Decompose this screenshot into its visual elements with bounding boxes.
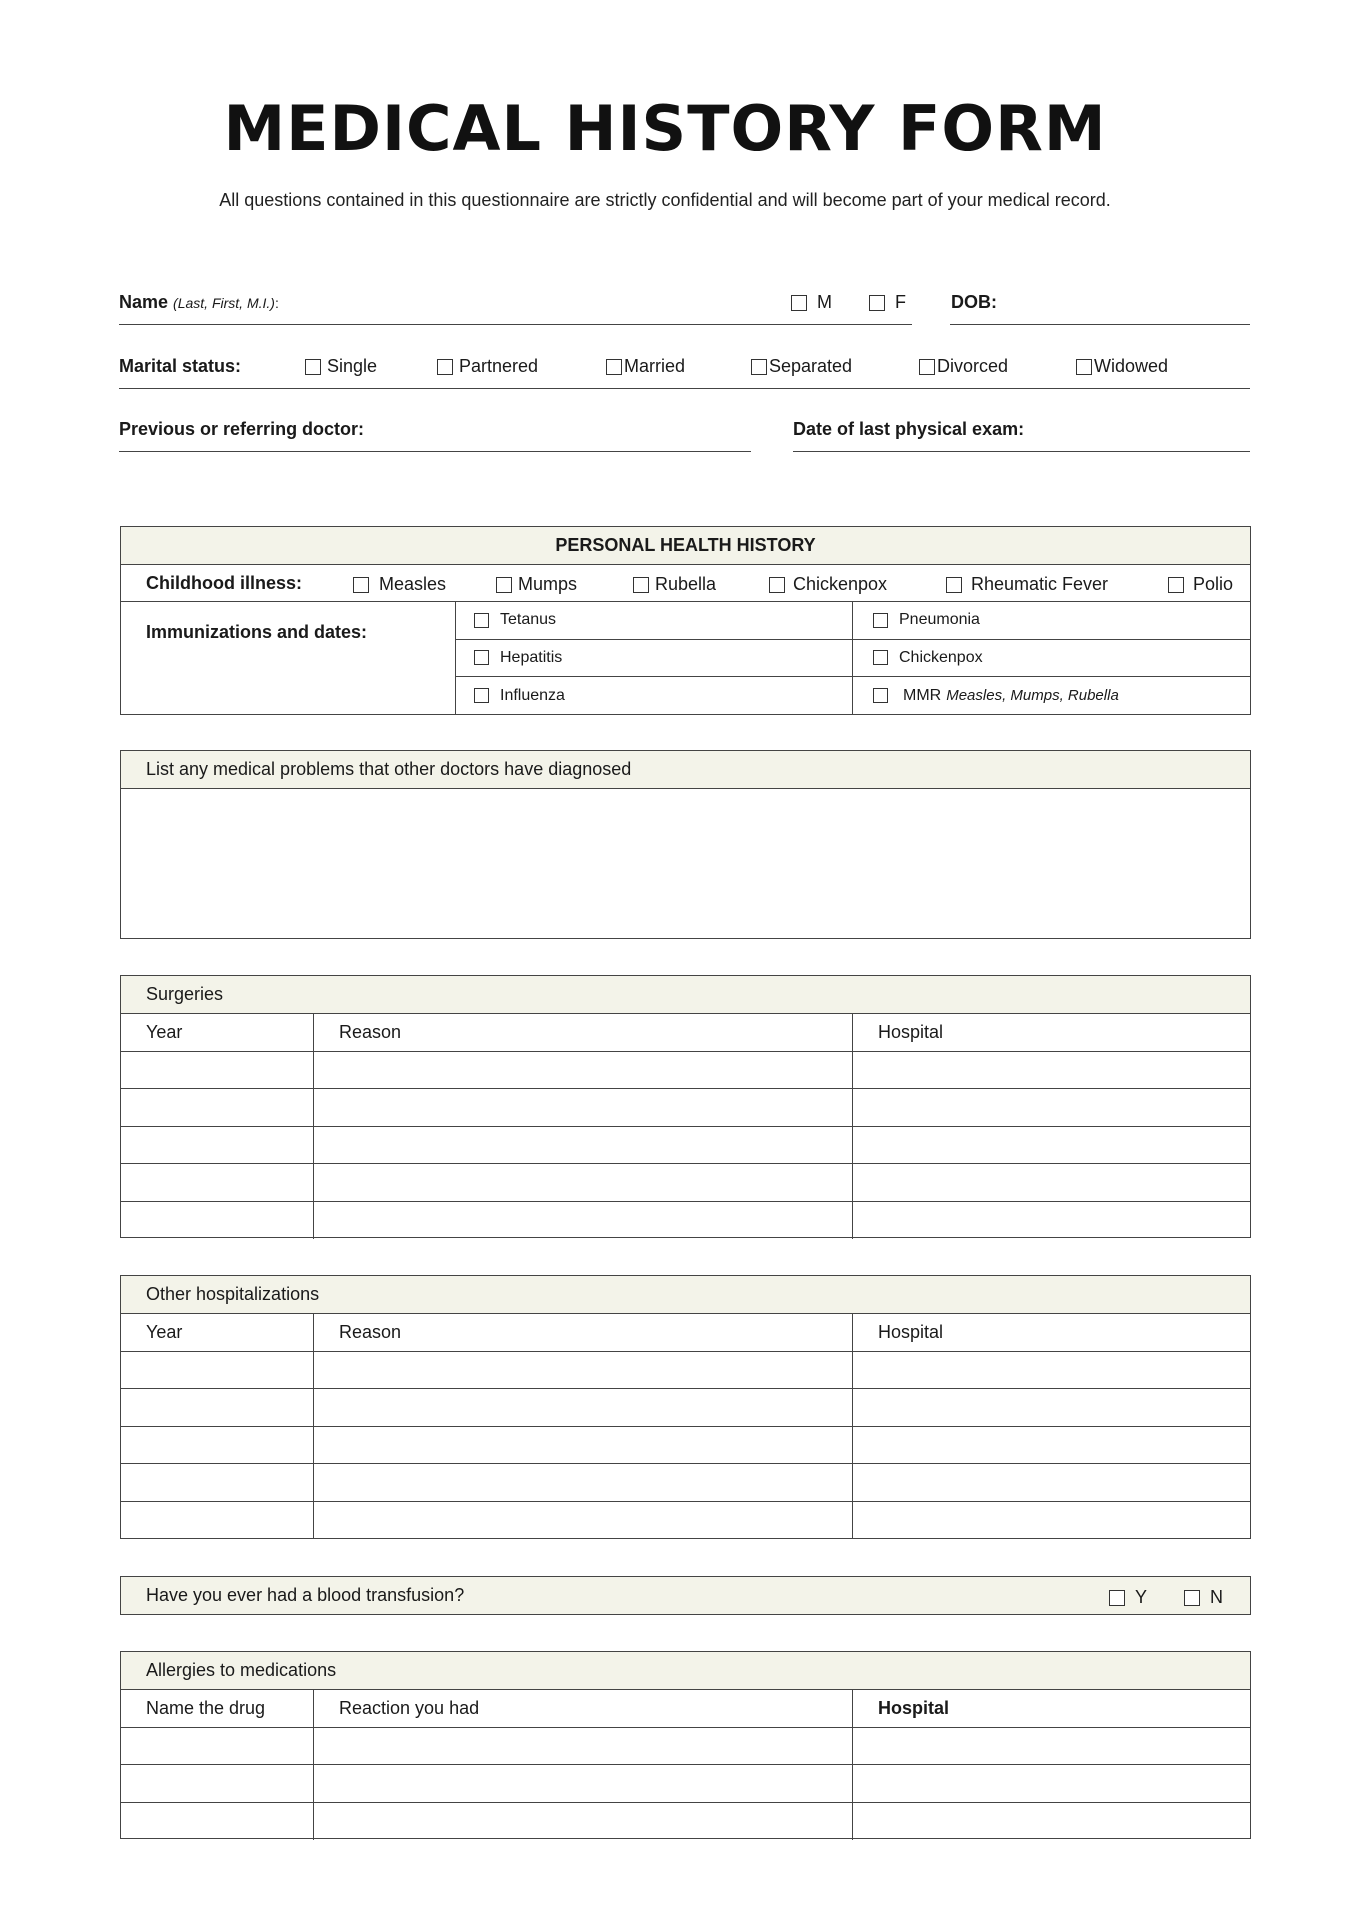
immunization-tetanus[interactable]: Tetanus	[456, 602, 852, 640]
column-header: Reason	[314, 1314, 853, 1351]
reason-cell[interactable]	[314, 1389, 853, 1426]
sex-f-checkbox[interactable]: F	[869, 292, 906, 313]
section-title: Other hospitalizations	[121, 1276, 1250, 1314]
page-title: MEDICAL HISTORY FORM	[223, 92, 1107, 165]
hospital-cell[interactable]	[853, 1464, 1250, 1501]
section-title: Allergies to medications	[121, 1652, 1250, 1690]
doctor-row	[119, 407, 1250, 457]
table-header-row	[121, 1314, 1250, 1352]
checkbox-icon[interactable]	[437, 359, 453, 375]
blood-transfusion-row	[120, 1576, 1251, 1615]
checkbox-icon[interactable]	[751, 359, 767, 375]
reason-cell[interactable]	[314, 1089, 853, 1126]
column-header: Reaction you had	[314, 1690, 853, 1727]
hospital-cell[interactable]	[853, 1164, 1250, 1201]
checkbox-icon[interactable]	[1109, 1590, 1125, 1606]
reaction-cell[interactable]	[314, 1765, 853, 1802]
reason-cell[interactable]	[314, 1464, 853, 1501]
table-header-row	[121, 1690, 1250, 1728]
marital-option-married[interactable]: Married	[606, 356, 685, 377]
name-row	[119, 280, 1250, 330]
hospital-cell[interactable]	[853, 1728, 1250, 1765]
hospital-cell[interactable]	[853, 1803, 1250, 1841]
surgeries-section	[120, 975, 1251, 1238]
checkbox-icon[interactable]	[474, 650, 489, 665]
table-row	[121, 1352, 1250, 1390]
sex-m-checkbox[interactable]: M	[791, 292, 832, 313]
column-header: Year	[121, 1014, 314, 1051]
reaction-cell[interactable]	[314, 1803, 853, 1841]
personal-health-history-section	[120, 526, 1251, 715]
checkbox-icon[interactable]	[474, 613, 489, 628]
drug-cell[interactable]	[121, 1728, 314, 1765]
childhood-measles[interactable]: Measles	[353, 574, 446, 595]
name-label: Name (Last, First, M.I.):	[119, 292, 279, 312]
marital-option-partnered[interactable]: Partnered	[437, 356, 538, 377]
checkbox-icon[interactable]	[946, 577, 962, 593]
reason-cell[interactable]	[314, 1202, 853, 1240]
last-exam-label: Date of last physical exam:	[793, 419, 1025, 439]
checkbox-icon[interactable]	[496, 577, 512, 593]
marital-status-row	[119, 344, 1250, 394]
hospital-cell[interactable]	[853, 1389, 1250, 1426]
transfusion-yes-checkbox[interactable]: Y	[1109, 1587, 1147, 1608]
reaction-cell[interactable]	[314, 1728, 853, 1765]
name-field[interactable]	[119, 324, 912, 325]
table-row	[121, 1464, 1250, 1502]
checkbox-icon[interactable]	[606, 359, 622, 375]
reason-cell[interactable]	[314, 1502, 853, 1540]
year-cell[interactable]	[121, 1427, 314, 1464]
last-exam-field[interactable]	[793, 451, 1250, 452]
table-row	[121, 1502, 1250, 1540]
hospital-cell[interactable]	[853, 1089, 1250, 1126]
immunizations-row	[121, 602, 1250, 714]
column-header: Name the drug	[121, 1690, 314, 1727]
table-row	[121, 1728, 1250, 1766]
checkbox-icon[interactable]	[873, 650, 888, 665]
marital-status-label: Marital status:	[119, 356, 242, 376]
immunization-influenza[interactable]: Influenza	[456, 677, 852, 714]
immunizations-right-column	[853, 602, 1250, 714]
column-header: Hospital	[878, 1697, 950, 1718]
year-cell[interactable]	[121, 1089, 314, 1126]
dob-label: DOB:	[951, 292, 997, 312]
table-row	[121, 1765, 1250, 1803]
marital-option-separated[interactable]: Separated	[751, 356, 852, 377]
drug-cell[interactable]	[121, 1803, 314, 1841]
referring-doctor-field[interactable]	[119, 451, 751, 452]
year-cell[interactable]	[121, 1389, 314, 1426]
immunization-chickenpox[interactable]: Chickenpox	[853, 640, 1250, 678]
section-title: PERSONAL HEALTH HISTORY	[121, 527, 1250, 565]
table-row	[121, 1427, 1250, 1465]
checkbox-icon[interactable]	[919, 359, 935, 375]
checkbox-icon[interactable]	[873, 613, 888, 628]
childhood-rheumatic-fever[interactable]: Rheumatic Fever	[946, 574, 1108, 595]
checkbox-icon[interactable]	[353, 577, 369, 593]
medical-problems-section	[120, 750, 1251, 939]
drug-cell[interactable]	[121, 1765, 314, 1802]
checkbox-icon[interactable]	[869, 295, 885, 311]
year-cell[interactable]	[121, 1164, 314, 1201]
table-row	[121, 1089, 1250, 1127]
table-row	[121, 1127, 1250, 1165]
immunizations-label: Immunizations and dates:	[121, 602, 456, 714]
table-row	[121, 1803, 1250, 1841]
childhood-chickenpox[interactable]: Chickenpox	[769, 574, 887, 595]
section-title: Surgeries	[121, 976, 1250, 1014]
section-title: List any medical problems that other doctors have diagnosed	[121, 751, 1250, 789]
childhood-illness-row	[121, 565, 1250, 602]
table-row	[121, 1389, 1250, 1427]
checkbox-icon[interactable]	[791, 295, 807, 311]
column-header: Year	[121, 1314, 314, 1351]
checkbox-icon[interactable]	[474, 688, 489, 703]
column-header: Hospital	[878, 1321, 944, 1342]
checkbox-icon[interactable]	[1076, 359, 1092, 375]
hospital-cell[interactable]	[853, 1502, 1250, 1540]
year-cell[interactable]	[121, 1352, 314, 1389]
hospital-cell[interactable]	[853, 1052, 1250, 1089]
medical-problems-field[interactable]	[121, 789, 1250, 937]
year-cell[interactable]	[121, 1202, 314, 1240]
immunization-hepatitis[interactable]: Hepatitis	[456, 640, 852, 678]
marital-option-single[interactable]: Single	[305, 356, 377, 377]
year-cell[interactable]	[121, 1464, 314, 1501]
marital-status-line	[119, 388, 1250, 389]
childhood-polio[interactable]: Polio	[1168, 574, 1233, 595]
checkbox-icon[interactable]	[873, 688, 888, 703]
allergies-section	[120, 1651, 1251, 1839]
reason-cell[interactable]	[314, 1164, 853, 1201]
hospital-cell[interactable]	[853, 1127, 1250, 1164]
reason-cell[interactable]	[314, 1352, 853, 1389]
table-row	[121, 1052, 1250, 1090]
childhood-mumps[interactable]: Mumps	[496, 574, 577, 595]
reason-cell[interactable]	[314, 1052, 853, 1089]
checkbox-icon[interactable]	[305, 359, 321, 375]
hospital-cell[interactable]	[853, 1352, 1250, 1389]
confidentiality-note: All questions contained in this questionnaire are strictly confidential and will become part of your medical record.	[219, 190, 1111, 210]
childhood-illness-label: Childhood illness:	[146, 572, 302, 593]
year-cell[interactable]	[121, 1127, 314, 1164]
column-header: Hospital	[878, 1021, 944, 1042]
year-cell[interactable]	[121, 1502, 314, 1540]
dob-field[interactable]	[950, 324, 1250, 325]
column-header: Reason	[314, 1014, 853, 1051]
checkbox-icon[interactable]	[633, 577, 649, 593]
immunization-pneumonia[interactable]: Pneumonia	[853, 602, 1250, 640]
checkbox-icon[interactable]	[769, 577, 785, 593]
immunizations-left-column	[456, 602, 853, 714]
hospital-cell[interactable]	[853, 1765, 1250, 1802]
transfusion-no-checkbox[interactable]: N	[1184, 1587, 1223, 1608]
hospitalizations-section	[120, 1275, 1251, 1539]
hospital-cell[interactable]	[853, 1202, 1250, 1240]
immunization-mmr[interactable]: MMR Measles, Mumps, Rubella	[853, 677, 1250, 714]
referring-doctor-label: Previous or referring doctor:	[119, 419, 365, 439]
reason-cell[interactable]	[314, 1127, 853, 1164]
table-row	[121, 1202, 1250, 1240]
year-cell[interactable]	[121, 1052, 314, 1089]
checkbox-icon[interactable]	[1184, 1590, 1200, 1606]
checkbox-icon[interactable]	[1168, 577, 1184, 593]
hospital-cell[interactable]	[853, 1427, 1250, 1464]
mmr-note: Measles, Mumps, Rubella	[946, 687, 1119, 704]
blood-transfusion-question: Have you ever had a blood transfusion?	[146, 1585, 465, 1605]
table-header-row	[121, 1014, 1250, 1052]
childhood-rubella[interactable]: Rubella	[633, 574, 716, 595]
table-row	[121, 1164, 1250, 1202]
marital-option-widowed[interactable]: Widowed	[1076, 356, 1168, 377]
reason-cell[interactable]	[314, 1427, 853, 1464]
marital-option-divorced[interactable]: Divorced	[919, 356, 1008, 377]
